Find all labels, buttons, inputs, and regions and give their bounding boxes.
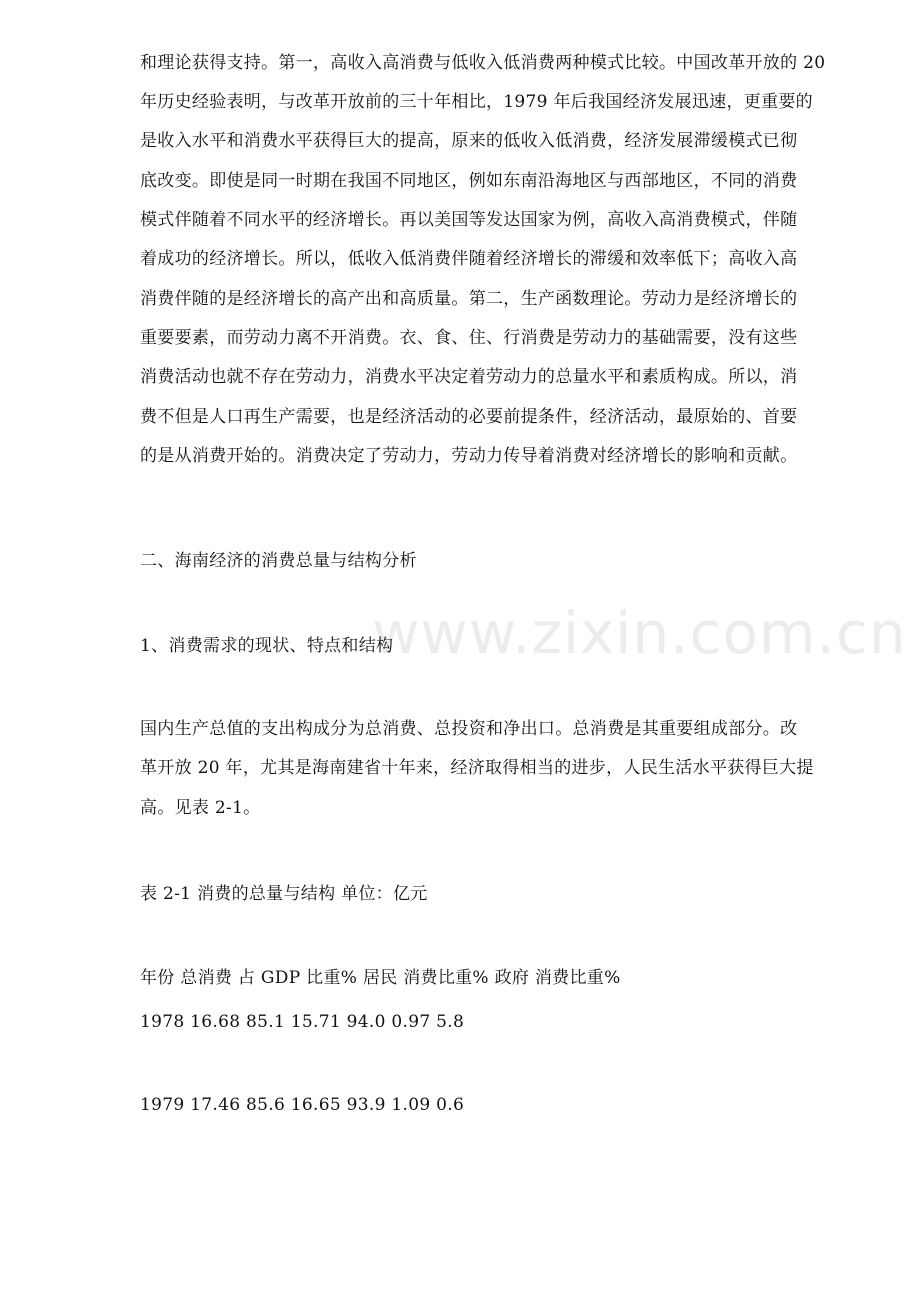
text-line: 革开放 20 年，尤其是海南建省十年来，经济取得相当的进步，人民生活水平获得巨大提 — [140, 758, 814, 778]
text-line: 着成功的经济增长。所以，低收入低消费伴随着经济增长的滞缓和效率低下；高收入高 — [140, 249, 798, 269]
text-line: 重要要素，而劳动力离不开消费。衣、食、住、行消费是劳动力的基础需要，没有这些 — [140, 328, 798, 348]
text-line: 高。见表 2-1。 — [140, 798, 261, 818]
text-line: 国内生产总值的支出构成分为总消费、总投资和净出口。总消费是其重要组成部分。改 — [140, 719, 798, 739]
watermark: www.zixin.com.cn — [372, 599, 907, 667]
text-line: 消费伴随的是经济增长的高产出和高质量。第二，生产函数理论。劳动力是经济增长的 — [140, 289, 798, 309]
table-header: 年份 总消费 占 GDP 比重% 居民 消费比重% 政府 消费比重% — [140, 968, 621, 988]
subsection-heading: 1、消费需求的现状、特点和结构 — [140, 636, 394, 656]
text-line: 费不但是人口再生产需要，也是经济活动的必要前提条件，经济活动，最原始的、首要 — [140, 407, 798, 427]
text-line: 年历史经验表明，与改革开放前的三十年相比，1979 年后我国经济发展迅速，更重要的 — [140, 92, 813, 112]
table-caption: 表 2-1 消费的总量与结构 单位：亿元 — [140, 884, 428, 904]
section-heading: 二、海南经济的消费总量与结构分析 — [140, 551, 417, 571]
text-line: 底改变。即使是同一时期在我国不同地区，例如东南沿海地区与西部地区，不同的消费 — [140, 171, 798, 191]
text-line: 和理论获得支持。第一，高收入高消费与低收入低消费两种模式比较。中国改革开放的 20 — [140, 53, 826, 73]
text-line: 的是从消费开始的。消费决定了劳动力，劳动力传导着消费对经济增长的影响和贡献。 — [140, 446, 798, 466]
text-line: 是收入水平和消费水平获得巨大的提高，原来的低收入低消费，经济发展滞缓模式已彻 — [140, 131, 798, 151]
text-line: 模式伴随着不同水平的经济增长。再以美国等发达国家为例，高收入高消费模式，伴随 — [140, 210, 798, 230]
text-line: 消费活动也就不存在劳动力，消费水平决定着劳动力的总量水平和素质构成。所以，消 — [140, 367, 798, 387]
table-row: 1978 16.68 85.1 15.71 94.0 0.97 5.8 — [140, 1012, 465, 1032]
table-row: 1979 17.46 85.6 16.65 93.9 1.09 0.6 — [140, 1095, 465, 1115]
